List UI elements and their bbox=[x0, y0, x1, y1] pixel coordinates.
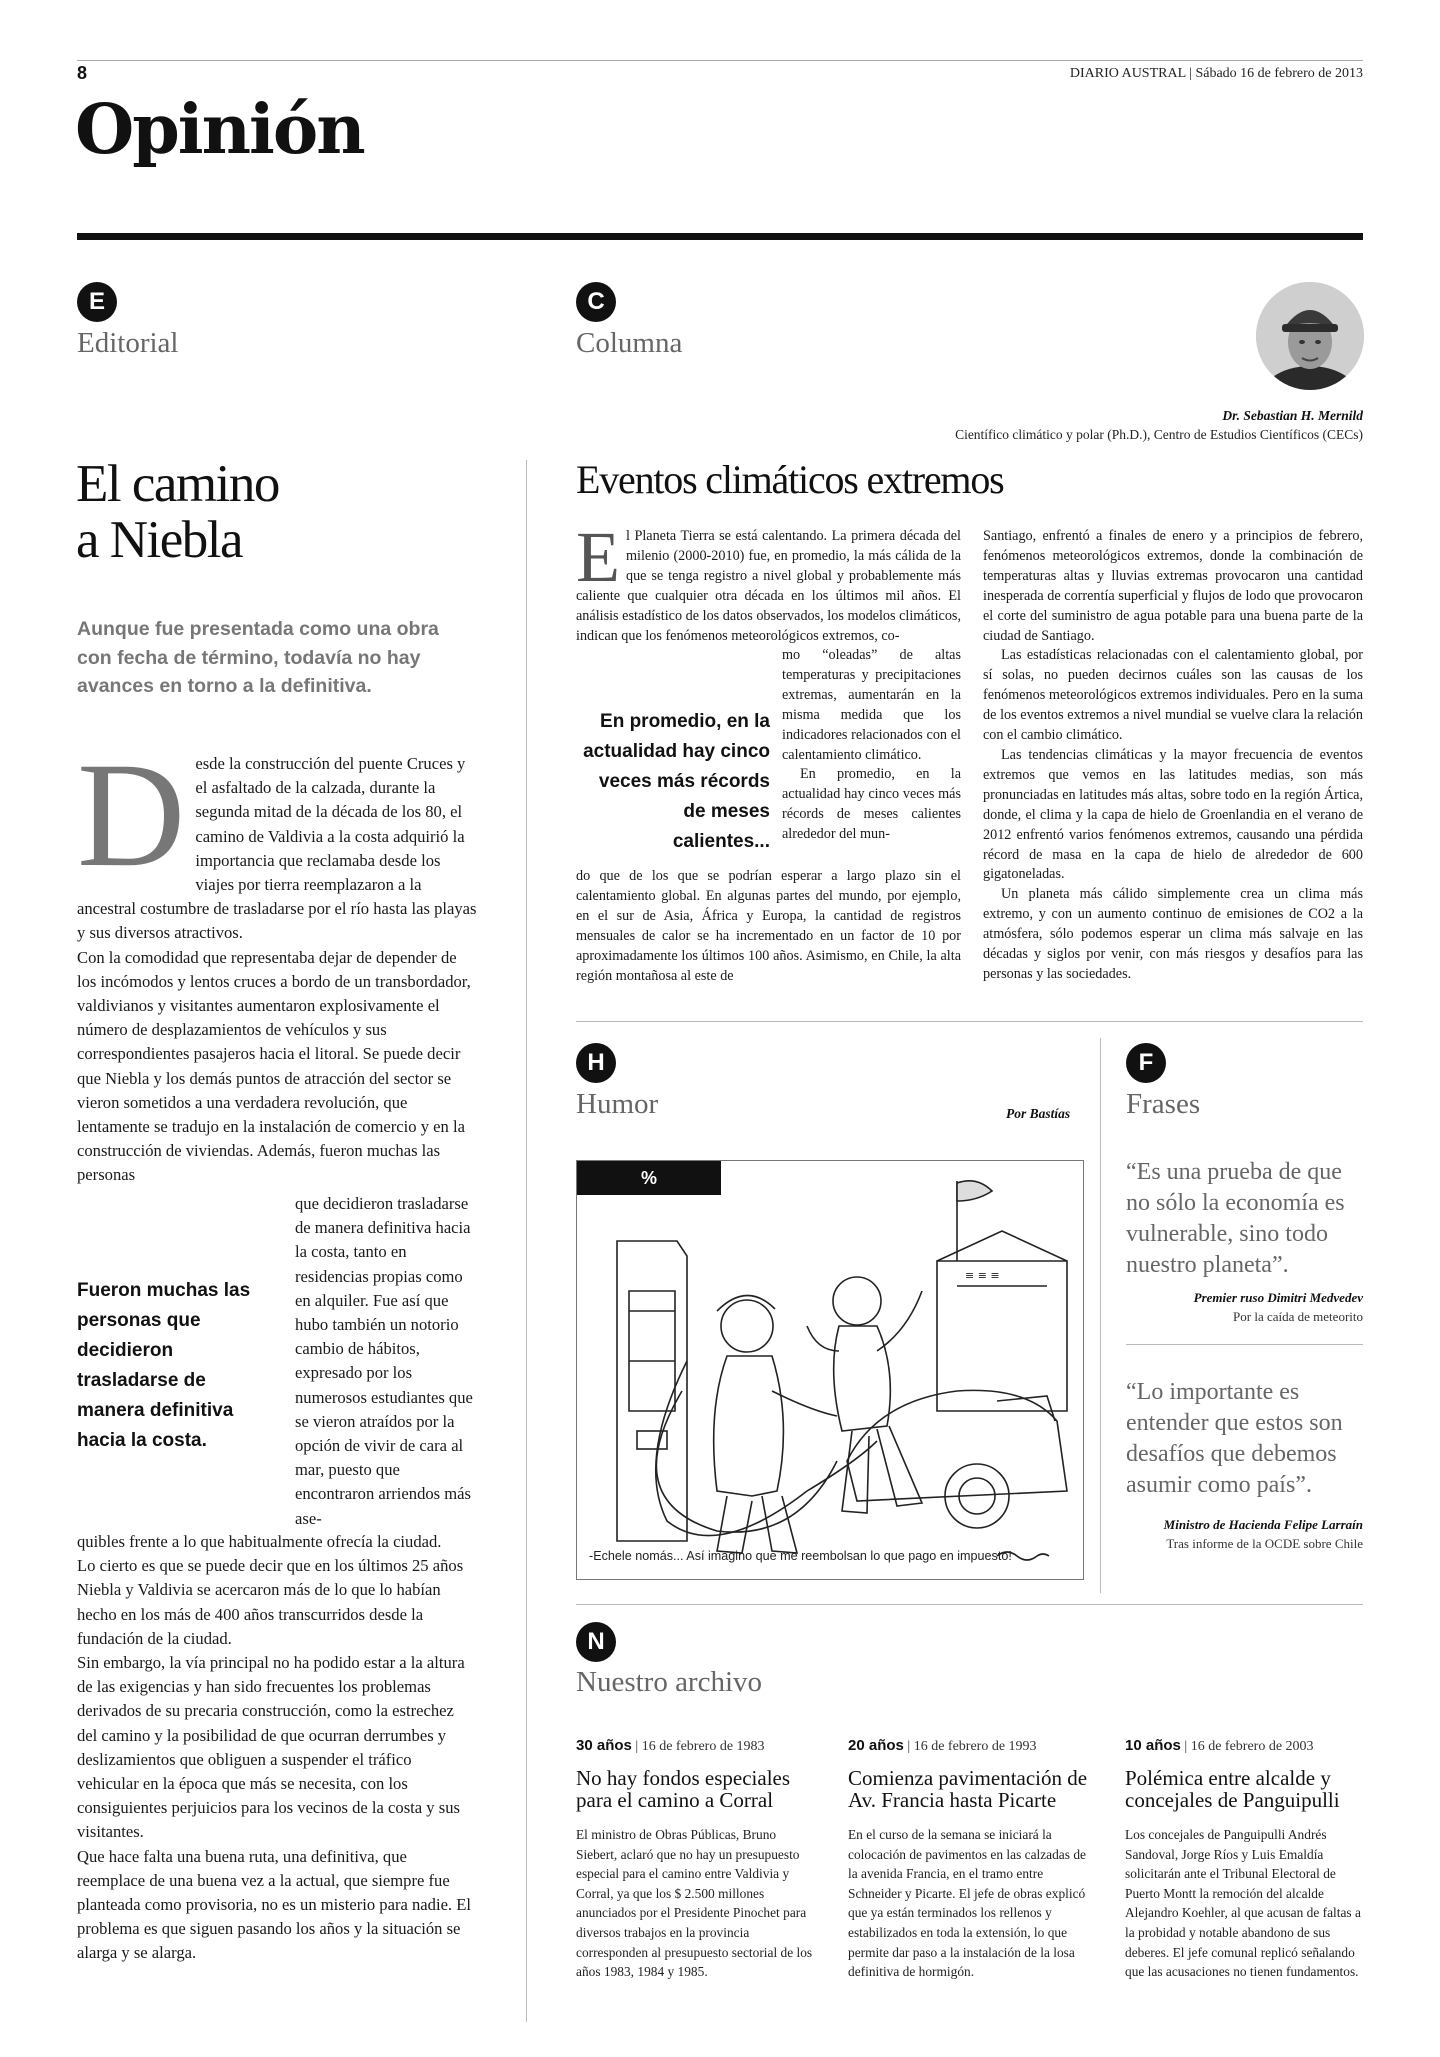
column-col2-p4: Un planeta más cálido simplemente crea un clima más extremo, y con un aumento continuo de emisiones de CO2 a la atmósfera, sólo podemos esperar un clima más salvaje en las décadas y siglos por venir, con más riesgos y desafíos para las personas y las sociedades. bbox=[983, 886, 1363, 982]
editorial-divider bbox=[526, 460, 527, 2022]
humor-badge: H bbox=[576, 1043, 616, 1083]
archive-item-30-date: 16 de febrero de 1983 bbox=[641, 1739, 765, 1754]
quote-1-context: Por la caída de meteorito bbox=[1233, 1309, 1363, 1324]
quote-2-author: Ministro de Hacienda Felipe Larraín bbox=[1163, 1517, 1363, 1532]
editorial-headline-line1: El camino bbox=[76, 455, 279, 513]
humor-divider bbox=[1100, 1038, 1101, 1593]
column-col1-p2-end: do que de los que se podrían esperar a largo plazo sin el calentamiento global. En algunas partes del mundo, por ejemplo, en el sur de Asia, África y Europa, la cantidad de registros mensuales de calor se ha incrementado en un factor de 10 por aproximadamente los últimos 100 años. Asimismo, en Chile, la alta región montañosa al este de bbox=[576, 868, 961, 984]
editorial-p2: Con la comodidad que representaba dejar de depender de los incómodos y lentos cruces a bordo de un transbordador, valdivianos y visitantes aumentaron explosivamente el número de desplazamientos de vehículos y sus correspondientes pasajeros hacia el litoral. Se puede decir que Niebla y los demás puntos de atracción del sector se vieron sometidos a una verdadera revolución, que lentamente se tradujo en la instalación de comercio y en la construcción de viviendas. Además, fueron muchas las personas bbox=[77, 947, 471, 1185]
archive-item-10-head: 10 años | 16 de febrero de 2003 bbox=[1125, 1737, 1314, 1754]
archive-badge: N bbox=[576, 1622, 616, 1662]
editorial-headline-line2: a Niebla bbox=[76, 511, 243, 569]
frases-label: Frases bbox=[1126, 1088, 1201, 1120]
column-headline: Eventos climáticos extremos bbox=[576, 457, 1004, 502]
editorial-p5: Que hace falta una buena ruta, una definitiva, que reemplace de una buena vez a la actual, que siempre fue planteada como provisoria, no es un misterio para nadie. El problema es que siguen pasando los años y la situación se alarga y se alarga. bbox=[77, 1846, 471, 1963]
editorial-p3: Lo cierto es que se puede decir que en los últimos 25 años Niebla y Valdivia se acercaron más de lo que lo habían hecho en los más de 400 años transcurridos desde la fundación de la ciudad. bbox=[77, 1556, 464, 1648]
archive-item-10-body: Los concejales de Panguipulli Andrés Sandoval, Jorge Ríos y Luis Emaldía solicitarán ante el Tribunal Electoral de Puerto Montt la remoción del alcalde Alejandro Koehler, al que acusan de faltas a la probidad y notable abandono de sus deberes. El jefe comunal replicó señalando que las acusaciones no tienen fundamentos. bbox=[1125, 1827, 1361, 1980]
frases-badge: F bbox=[1126, 1043, 1166, 1083]
editorial-body-top bbox=[77, 732, 477, 1188]
archive-item-10-title: Polémica entre alcalde y concejales de Panguipulli bbox=[1125, 1766, 1340, 1812]
quote-1-text: “Es una prueba de que no sólo la economía es vulnerable, sino todo nuestro planeta”. bbox=[1126, 1159, 1345, 1278]
author-portrait-icon bbox=[1256, 282, 1364, 390]
archive-item-20-date: 16 de febrero de 1993 bbox=[913, 1739, 1037, 1754]
column-badge: C bbox=[576, 282, 616, 322]
archive-item-10 bbox=[1125, 1737, 1363, 1982]
top-rule bbox=[77, 60, 1363, 61]
quote-2-context: Tras informe de la OCDE sobre Chile bbox=[1166, 1536, 1363, 1551]
archive-item-20-years: 20 años bbox=[848, 1737, 904, 1754]
editorial-lead: Aunque fue presentada como una obra con fecha de término, todavía no hay avances en torno a la definitiva. bbox=[77, 618, 439, 697]
editorial-body-bottom bbox=[77, 1530, 477, 1966]
archive-item-30-head: 30 años | 16 de febrero de 1983 bbox=[576, 1737, 765, 1754]
archive-item-30-years: 30 años bbox=[576, 1737, 632, 1754]
humor-label: Humor bbox=[576, 1088, 659, 1120]
editorial-dropcap: D bbox=[77, 732, 186, 898]
archive-item-30-body: El ministro de Obras Públicas, Bruno Siebert, aclaró que no hay un presupuesto especial para el camino entre Valdivia y Corral, ya que los $ 2.500 millones anunciados por el Presidente Pinochet para diversos trabajos en la provincia corresponden al presupuesto sectorial de los años 1983, 1984 y 1985. bbox=[576, 1827, 813, 1980]
editorial-badge: E bbox=[77, 282, 117, 322]
column-col1-p1-narrow: mo “oleadas” de altas temperaturas y precipitaciones extremas, aumentarán en la misma medida que los indicadores relacionados con el calentamiento climático. bbox=[782, 647, 961, 763]
masthead-separator: | bbox=[1189, 66, 1192, 81]
editorial-p4: Sin embargo, la vía principal no ha podido estar a la altura de las exigencias y han sido frecuentes los problemas derivados de su precaria construcción, como la estrechez del camino y la posibilidad de que ocurran derrumbes y deslizamientos que obliguen a suspender el tráfico vehicular en la época que más se necesita, con los consiguientes perjuicios para los vecinos de la costa y sus visitantes. bbox=[77, 1653, 465, 1842]
quote-block-2 bbox=[1126, 1377, 1363, 1552]
issue-date: Sábado 16 de febrero de 2013 bbox=[1195, 66, 1363, 81]
column-pull-quote: En promedio, en la actualidad hay cinco veces más récords de meses calientes... bbox=[583, 711, 770, 852]
column-dropcap: E bbox=[576, 517, 620, 597]
column-col2-p3: Las tendencias climáticas y la mayor frecuencia de eventos extremos que vemos en las latitudes medias, son más pronunciadas en latitudes más altas, sobre todo en la región Ártica, donde, el clima y la capa de hielo de Groenlandia en el verano de 2012 enfrentó varios fenómenos extremos, causando una pérdida récord de masa en la capa de hielo de alrededor de 600 gigatoneladas. bbox=[983, 746, 1363, 883]
cartoon-tab: % bbox=[577, 1161, 721, 1195]
editorial-label: Editorial bbox=[77, 327, 179, 359]
editorial-headline bbox=[76, 456, 279, 568]
archive-item-20-head: 20 años | 16 de febrero de 1993 bbox=[848, 1737, 1037, 1754]
author-photo bbox=[1256, 282, 1364, 390]
column-col1-p2-narrow: En promedio, en la actualidad hay cinco veces más récords de meses calientes alrededor del mun- bbox=[782, 766, 961, 843]
cartoon-frame bbox=[576, 1160, 1084, 1580]
page-number: 8 bbox=[77, 63, 88, 83]
quote-1-author: Premier ruso Dimitri Medvedev bbox=[1193, 1290, 1363, 1305]
editorial-body-narrow: que decidieron trasladarse de manera definitiva hacia la costa, tanto en residencias propias como en alquiler. Fue así que hubo también un notorio cambio de hábitos, expresado por los numerosos estudiantes que se vieron atraídos por la opción de vivir de cara al mar, puesto que encontraron arriendos más ase- bbox=[295, 1194, 473, 1528]
editorial-p2-end: quibles frente a lo que habitualmente ofrecía la ciudad. bbox=[77, 1532, 442, 1551]
archive-top-rule bbox=[576, 1604, 1363, 1605]
column-label: Columna bbox=[576, 327, 683, 359]
author-name: Dr. Sebastian H. Mernild bbox=[1222, 408, 1363, 423]
column-bottom-rule bbox=[576, 1021, 1363, 1022]
archive-item-10-date: 16 de febrero de 2003 bbox=[1190, 1739, 1314, 1754]
column-col2-p1: Santiago, enfrentó a finales de enero y a principios de febrero, fenómenos meteorológicos extremos, donde la combinación de temperaturas altas y lluvias extremas provocaron una cantidad inesperada de correntía superficial y flujos de lodo que provocaron el corte del suministro de agua potable para una buena parte de la ciudad de Santiago. bbox=[983, 528, 1363, 644]
author-title: Científico climático y polar (Ph.D.), Centro de Estudios Científicos (CECs) bbox=[955, 427, 1363, 442]
masthead: DIARIO AUSTRAL bbox=[1069, 66, 1186, 81]
editorial-intro: esde la construcción del puente Cruces y el asfaltado de la calzada, durante la segunda mitad de la década de los 80, el camino de Valdivia a la costa adquirió la importancia que reclamaba desde los viajes por tierra reemplazaron a la ancestral costumbre de trasladarse por el río hasta las playas y sus diversos atractivos. bbox=[77, 754, 477, 943]
section-rule bbox=[77, 233, 1363, 240]
archive-item-30-title: No hay fondos especiales para el camino a Corral bbox=[576, 1766, 791, 1812]
archive-item-20-body: En el curso de la semana se iniciará la colocación de pavimentos en las calzadas de la avenida Francia, en el tramo entre Schneider y Picarte. El jefe de obras explicó que ya están terminados los rellenos y estabilizados en toda la extensión, lo que permite dar paso a la instalación de la losa definitiva de hormigón. bbox=[848, 1827, 1086, 1980]
column-col1-top bbox=[576, 517, 961, 646]
archive-item-30 bbox=[576, 1737, 820, 1982]
masthead-line bbox=[1070, 66, 1363, 82]
quote-2-text: “Lo importante es entender que estos son desafíos que debemos asumir como país”. bbox=[1126, 1379, 1343, 1498]
cartoon-caption: -Echele nomás... Así imagino que me reembolsan lo que pago en impuesto! bbox=[589, 1549, 1012, 1563]
archive-item-20-title: Comienza pavimentación de Av. Francia hasta Picarte bbox=[848, 1766, 1088, 1812]
column-col1-p1-start: l Planeta Tierra se está calentando. La primera década del milenio (2000-2010) fue, en promedio, la más cálida de la que se tenga registro a nivel global y probablemente más caliente que cualquier otra década en los últimos mil años. El análisis estadístico de los datos observados, los modelos climáticos, indican que los fenómenos meteorológicos extremos, co- bbox=[576, 528, 961, 644]
column-col1-narrow bbox=[782, 646, 961, 845]
archive-item-10-years: 10 años bbox=[1125, 1737, 1181, 1754]
column-col1-bottom bbox=[576, 867, 961, 986]
quote-block-1 bbox=[1126, 1157, 1363, 1325]
cartoon-illustration-icon bbox=[577, 1161, 1084, 1580]
column-col2-p2: Las estadísticas relacionadas con el calentamiento global, por sí solas, no pueden decirnos cuáles son las causas de los fenómenos meteorológicos extremos individuales. Pero en la suma de los eventos extremos a nivel mundial se vuelve clara la relación con el cambio climático. bbox=[983, 647, 1363, 744]
archive-item-20 bbox=[848, 1737, 1092, 1982]
column-col2 bbox=[983, 527, 1363, 985]
frases-rule bbox=[1126, 1344, 1363, 1345]
svg-text:≡ ≡ ≡: ≡ ≡ ≡ bbox=[965, 1269, 1000, 1282]
archive-label: Nuestro archivo bbox=[576, 1666, 763, 1698]
humor-credit: Por Bastías bbox=[1006, 1106, 1071, 1121]
editorial-pull-quote: Fueron muchas las personas que decidieron trasladarse de manera definitiva hacia la costa. bbox=[77, 1280, 251, 1451]
section-title: Opinión bbox=[75, 90, 364, 170]
